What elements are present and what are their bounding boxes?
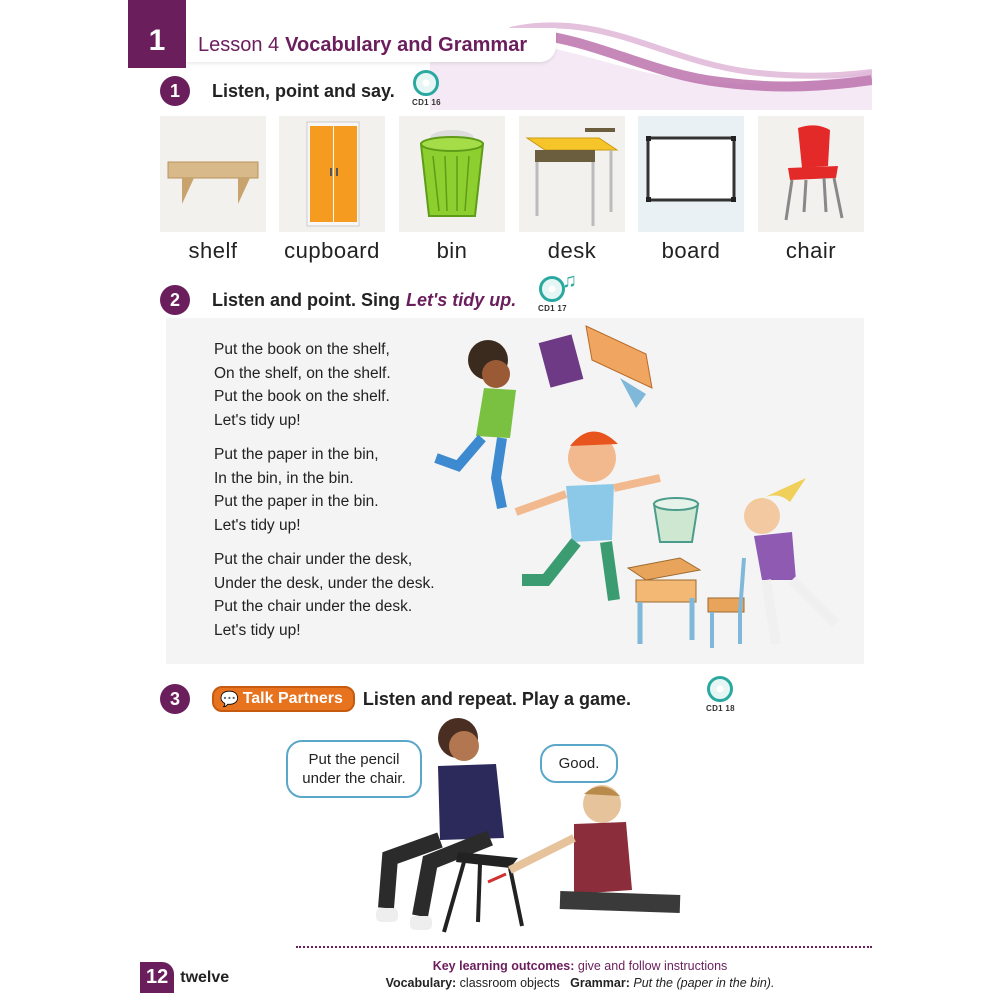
talk-partners-label: Talk Partners (242, 690, 343, 707)
speech-bubble-good: Good. (540, 744, 618, 783)
lyric-line: Put the paper in the bin. (214, 493, 379, 510)
cd-icon (707, 676, 733, 702)
music-note-icon: ♫ (562, 270, 577, 292)
cupboard-icon (279, 116, 385, 232)
vocab-item-shelf[interactable] (160, 116, 266, 264)
vocab-text: classroom objects (459, 976, 560, 990)
page-number (140, 962, 229, 993)
outcomes-text: give and follow instructions (577, 959, 728, 973)
lesson-title-bar (186, 28, 556, 62)
outcomes-line (330, 958, 830, 975)
lyric-line: Put the paper in the bin, (214, 446, 379, 463)
chair-icon (758, 116, 864, 232)
cd-label: CD1 16 (412, 98, 441, 107)
lyric-line: Put the book on the shelf. (214, 388, 390, 405)
lyric-line: Put the book on the shelf, (214, 341, 390, 358)
section-3-header (160, 684, 631, 714)
section-1-instruction: Listen, point and say. (212, 80, 395, 101)
lyric-line: Let's tidy up! (214, 621, 301, 639)
vocab-item-cupboard[interactable] (279, 116, 385, 264)
lesson-label: Lesson 4 (198, 33, 280, 56)
section-2-instruction-text: Listen and point. Sing (212, 289, 400, 310)
lyric-line: Put the chair under the desk, (214, 551, 413, 568)
desk-picture (519, 116, 625, 232)
lesson-title: Vocabulary and Grammar (285, 33, 528, 56)
vocab-item-bin[interactable] (399, 116, 505, 264)
vocab-word: cupboard (284, 238, 380, 263)
whiteboard-icon (638, 116, 744, 232)
unit-number-tab: 1 (128, 0, 186, 68)
bin-icon (399, 116, 505, 232)
lyric-line: Under the desk, under the desk. (214, 574, 435, 592)
vocab-word: board (661, 238, 721, 263)
vocab-item-chair[interactable] (758, 116, 864, 264)
vocab-item-board[interactable] (638, 116, 744, 264)
vocab-word: shelf (188, 238, 238, 263)
shelf-icon (160, 116, 266, 232)
cupboard-picture (279, 116, 385, 232)
board-picture (638, 116, 744, 232)
lyric-line: Let's tidy up! (214, 516, 301, 534)
section-2-header (160, 285, 516, 315)
section-2-number: 2 (160, 285, 190, 315)
vocab-item-desk[interactable] (519, 116, 625, 264)
bin-picture (399, 116, 505, 232)
page-number-word: twelve (180, 968, 230, 986)
cd-track-1-16[interactable] (412, 70, 441, 107)
grammar-label: Grammar: (570, 976, 630, 990)
song-verse-1 (214, 338, 391, 432)
shelf-picture (160, 116, 266, 232)
section-1-header (160, 76, 395, 106)
footer-divider (296, 946, 872, 948)
children-playing-photo (360, 712, 700, 948)
section-2-instruction (212, 290, 516, 311)
speech-bubbles-icon: 💬 (220, 691, 239, 708)
cd-label: CD1 18 (706, 704, 735, 713)
song-verse-3 (214, 548, 435, 642)
desk-icon (519, 116, 625, 232)
bubble-line: under the chair. (302, 770, 406, 787)
page-number-box: 12 (140, 962, 174, 993)
song-verse-2 (214, 443, 379, 537)
bubble-line: Put the pencil (308, 751, 400, 768)
vocab-word: bin (436, 238, 468, 263)
lyric-line: On the shelf, on the shelf. (214, 364, 391, 382)
cd-icon (413, 70, 439, 96)
talk-partners-badge (212, 686, 355, 712)
vocab-label: Vocabulary: (385, 976, 457, 990)
outcomes-label: Key learning outcomes: (432, 959, 575, 973)
song-title: Let's tidy up. (406, 289, 517, 310)
lyric-line: In the bin, in the bin. (214, 469, 354, 487)
section-1-number: 1 (160, 76, 190, 106)
section-3-instruction: Listen and repeat. Play a game. (362, 688, 631, 709)
lyric-line: Put the chair under the desk. (214, 598, 413, 615)
learning-outcomes (330, 958, 830, 992)
lyric-line: Let's tidy up! (214, 411, 301, 429)
vocab-picture-row (160, 116, 866, 266)
grammar-text: Put the (paper in the bin). (633, 976, 775, 990)
vocab-word: chair (785, 238, 837, 263)
cd-label: CD1 17 (538, 304, 567, 313)
section-3-number: 3 (160, 684, 190, 714)
cd-track-1-18[interactable] (706, 676, 735, 713)
vocab-word: desk (547, 238, 597, 263)
chair-picture (758, 116, 864, 232)
vocab-grammar-line (330, 975, 830, 992)
